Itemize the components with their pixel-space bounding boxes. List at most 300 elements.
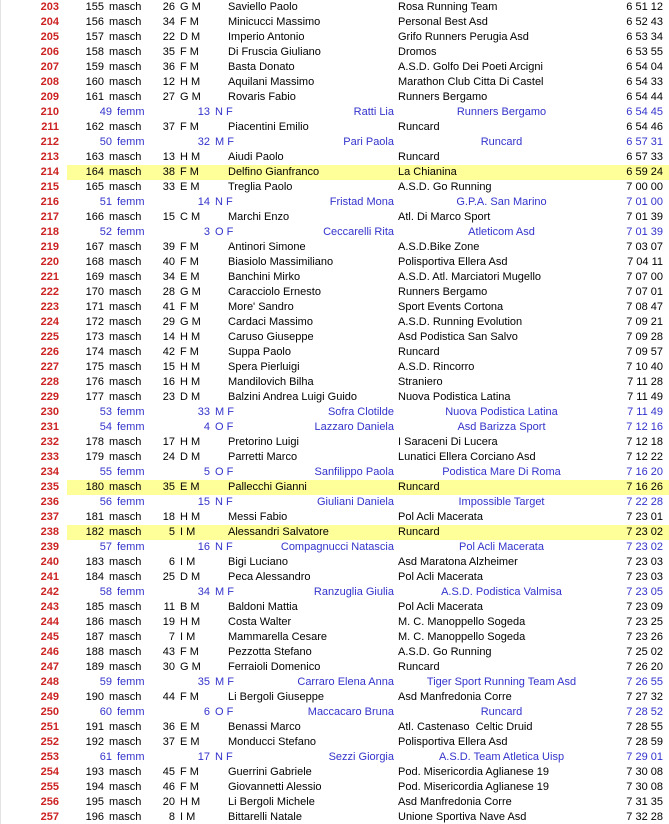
table-row	[1, 45, 669, 60]
category-position: 164	[85, 166, 104, 178]
gender-category-label: femm	[117, 196, 145, 208]
athlete-name: Fristad Mona	[329, 196, 394, 208]
team-name: Pod. Misericordia Aglianese 19	[398, 766, 550, 778]
gender-category-label: masch	[109, 166, 142, 178]
table-row	[1, 135, 669, 150]
overall-position: 224	[40, 316, 59, 328]
athlete-name: Ranzuglia Giulia	[313, 586, 394, 598]
finish-time: 7 28 55	[626, 721, 663, 733]
gender-category-label: masch	[109, 391, 142, 403]
overall-position: 250	[40, 706, 59, 718]
finish-time: 6 53 34	[626, 31, 663, 43]
age-class-position: 5	[203, 466, 210, 478]
age-class-code: F M	[180, 241, 199, 253]
age-class-code: E M	[180, 721, 200, 733]
category-position: 185	[85, 601, 104, 613]
age-class-position: 12	[162, 76, 175, 88]
athlete-name: Di Fruscia Giuliano	[228, 46, 321, 58]
athlete-name: Balzini Andrea Luigi Guido	[228, 391, 358, 403]
category-position: 56	[99, 496, 112, 508]
team-name: Dromos	[398, 46, 437, 58]
table-row	[1, 630, 669, 645]
age-class-code: F M	[180, 691, 199, 703]
overall-position: 243	[40, 601, 59, 613]
age-class-position: 32	[197, 136, 210, 148]
category-position: 196	[85, 811, 104, 823]
team-name: Sport Events Cortona	[398, 301, 504, 313]
age-class-position: 34	[162, 16, 175, 28]
category-position: 188	[85, 646, 104, 658]
gender-category-label: masch	[109, 181, 142, 193]
overall-position: 229	[40, 391, 59, 403]
age-class-position: 15	[162, 361, 175, 373]
category-position: 52	[99, 226, 112, 238]
category-position: 192	[85, 736, 104, 748]
overall-position: 233	[40, 451, 59, 463]
table-row	[1, 330, 669, 345]
team-name: La Chianina	[398, 166, 457, 178]
age-class-position: 40	[162, 256, 175, 268]
gender-category-label: masch	[109, 61, 142, 73]
finish-time: 7 23 03	[626, 556, 663, 568]
finish-time: 7 23 02	[626, 526, 663, 538]
table-row	[1, 510, 669, 525]
team-name: A.S.D. Running Evolution	[398, 316, 523, 328]
gender-category-label: masch	[109, 91, 142, 103]
gender-category-label: masch	[109, 766, 142, 778]
category-position: 165	[85, 181, 104, 193]
table-row	[1, 645, 669, 660]
finish-time: 7 29 01	[626, 751, 663, 763]
athlete-name: Aiudi Paolo	[228, 151, 284, 163]
age-class-position: 29	[162, 316, 175, 328]
gender-category-label: masch	[109, 661, 142, 673]
age-class-code: N F	[215, 106, 233, 118]
age-class-position: 5	[168, 526, 175, 538]
gender-category-label: masch	[109, 511, 142, 523]
overall-position: 205	[40, 31, 59, 43]
team-name: M. C. Manoppello Sogeda	[398, 616, 526, 628]
finish-time: 6 59 24	[626, 166, 663, 178]
age-class-position: 4	[203, 421, 210, 433]
team-name: Nuova Podistica Latina	[445, 406, 558, 418]
athlete-name: Costa Walter	[228, 616, 292, 628]
table-row	[1, 570, 669, 585]
category-position: 176	[85, 376, 104, 388]
overall-position: 254	[40, 766, 59, 778]
overall-position: 203	[40, 1, 59, 13]
team-name: Runners Bergamo	[398, 91, 488, 103]
team-name: Grifo Runners Perugia Asd	[398, 31, 529, 43]
team-name: Tiger Sport Running Team Asd	[426, 676, 577, 688]
table-row	[1, 195, 669, 210]
table-row	[1, 555, 669, 570]
category-position: 190	[85, 691, 104, 703]
athlete-name: Treglia Paolo	[228, 181, 293, 193]
age-class-position: 17	[162, 436, 175, 448]
athlete-name: Caruso Giuseppe	[228, 331, 314, 343]
overall-position: 226	[40, 346, 59, 358]
age-class-code: D M	[180, 571, 201, 583]
category-position: 193	[85, 766, 104, 778]
finish-time: 7 11 49	[627, 406, 663, 418]
finish-time: 7 23 05	[626, 586, 663, 598]
team-name: Podistica Mare Di Roma	[442, 466, 561, 478]
athlete-name: Caracciolo Ernesto	[228, 286, 321, 298]
gender-category-label: masch	[109, 796, 142, 808]
table-row	[1, 285, 669, 300]
overall-position: 211	[41, 121, 59, 133]
table-row	[1, 240, 669, 255]
age-class-position: 45	[162, 766, 175, 778]
table-row	[1, 765, 669, 780]
age-class-position: 34	[162, 271, 175, 283]
category-position: 61	[99, 751, 112, 763]
age-class-code: N F	[215, 751, 233, 763]
gender-category-label: masch	[109, 1, 142, 13]
overall-position: 236	[40, 496, 59, 508]
overall-position: 240	[40, 556, 59, 568]
finish-time: 7 10 40	[626, 361, 663, 373]
age-class-code: G M	[180, 1, 201, 13]
overall-position: 212	[40, 136, 59, 148]
finish-time: 7 01 00	[626, 196, 663, 208]
age-class-code: H M	[180, 616, 201, 628]
results-table	[1, 0, 669, 824]
gender-category-label: masch	[109, 31, 142, 43]
age-class-position: 35	[162, 481, 175, 493]
age-class-code: D M	[180, 451, 201, 463]
finish-time: 7 28 59	[626, 736, 663, 748]
gender-category-label: masch	[109, 436, 142, 448]
finish-time: 7 07 01	[626, 286, 663, 298]
age-class-position: 39	[162, 241, 175, 253]
athlete-name: Giovannetti Alessio	[228, 781, 322, 793]
table-row	[1, 690, 669, 705]
category-position: 175	[85, 361, 104, 373]
gender-category-label: masch	[109, 121, 142, 133]
athlete-name: Saviello Paolo	[228, 1, 298, 13]
athlete-name: Maccacaro Bruna	[307, 706, 394, 718]
overall-position: 252	[40, 736, 59, 748]
table-row	[1, 60, 669, 75]
overall-position: 214	[40, 166, 59, 178]
athlete-name: Spera Pierluigi	[228, 361, 300, 373]
finish-time: 6 54 04	[626, 61, 663, 73]
gender-category-label: masch	[109, 571, 142, 583]
gender-category-label: femm	[117, 226, 145, 238]
table-row	[1, 105, 669, 120]
age-class-code: H M	[180, 331, 201, 343]
table-row	[1, 15, 669, 30]
team-name: A.S.D. Go Running	[398, 181, 492, 193]
gender-category-label: masch	[109, 316, 142, 328]
table-row	[1, 780, 669, 795]
age-class-code: D M	[180, 391, 201, 403]
overall-position: 206	[40, 46, 59, 58]
finish-time: 7 08 47	[626, 301, 663, 313]
age-class-position: 36	[162, 61, 175, 73]
age-class-code: H M	[180, 361, 201, 373]
athlete-name: Alessandri Salvatore	[228, 526, 329, 538]
category-position: 174	[85, 346, 104, 358]
age-class-code: F M	[180, 346, 199, 358]
age-class-code: F M	[180, 121, 199, 133]
category-position: 182	[85, 526, 104, 538]
age-class-code: N F	[215, 496, 233, 508]
overall-position: 246	[40, 646, 59, 658]
age-class-code: H M	[180, 151, 201, 163]
overall-position: 217	[40, 211, 59, 223]
category-position: 161	[85, 91, 104, 103]
team-name: Pol Acli Macerata	[398, 571, 483, 583]
age-class-code: O F	[215, 226, 234, 238]
category-position: 160	[85, 76, 104, 88]
category-position: 158	[85, 46, 104, 58]
overall-position: 253	[40, 751, 59, 763]
finish-time: 6 54 46	[626, 121, 663, 133]
athlete-name: Lazzaro Daniela	[314, 421, 394, 433]
overall-position: 231	[40, 421, 59, 433]
athlete-name: Pezzotta Stefano	[228, 646, 312, 658]
age-class-position: 16	[162, 376, 175, 388]
age-class-code: D M	[180, 31, 201, 43]
team-name: Asd Barizza Sport	[457, 421, 546, 433]
category-position: 183	[85, 556, 104, 568]
age-class-code: O F	[215, 466, 234, 478]
gender-category-label: masch	[109, 811, 142, 823]
table-row	[1, 525, 669, 540]
finish-time: 7 30 08	[626, 781, 663, 793]
athlete-name: Mammarella Cesare	[228, 631, 328, 643]
finish-time: 7 12 16	[626, 421, 663, 433]
age-class-position: 25	[162, 571, 175, 583]
overall-position: 220	[40, 256, 59, 268]
team-name: Runcard	[480, 136, 523, 148]
team-name: Personal Best Asd	[398, 16, 488, 28]
table-row	[1, 165, 669, 180]
category-position: 181	[85, 511, 104, 523]
finish-time: 7 23 02	[626, 541, 663, 553]
athlete-name: Ratti Lia	[353, 106, 394, 118]
team-name: Marathon Club Citta Di Castel	[398, 76, 544, 88]
finish-time: 7 22 28	[626, 496, 663, 508]
overall-position: 223	[40, 301, 59, 313]
age-class-position: 43	[162, 646, 175, 658]
athlete-name: Minicucci Massimo	[228, 16, 321, 28]
age-class-code: I M	[180, 556, 196, 568]
gender-category-label: masch	[109, 286, 142, 298]
gender-category-label: masch	[109, 736, 142, 748]
athlete-name: Piacentini Emilio	[228, 121, 309, 133]
age-class-code: I M	[180, 631, 196, 643]
gender-category-label: masch	[109, 16, 142, 28]
age-class-position: 46	[162, 781, 175, 793]
overall-position: 255	[40, 781, 59, 793]
table-row	[1, 675, 669, 690]
age-class-code: O F	[215, 421, 234, 433]
overall-position: 230	[40, 406, 59, 418]
gender-category-label: masch	[109, 616, 142, 628]
age-class-position: 35	[197, 676, 210, 688]
athlete-name: Parretti Marco	[228, 451, 298, 463]
table-row	[1, 435, 669, 450]
finish-time: 7 28 52	[626, 706, 663, 718]
overall-position: 218	[40, 226, 59, 238]
age-class-position: 7	[168, 631, 175, 643]
team-name: A.S.D. Podistica Valmisa	[441, 586, 562, 598]
table-row	[1, 540, 669, 555]
gender-category-label: masch	[109, 361, 142, 373]
finish-time: 6 52 43	[626, 16, 663, 28]
team-name: Atl. Di Marco Sport	[398, 211, 491, 223]
overall-position: 241	[40, 571, 59, 583]
team-name: Lunatici Ellera Corciano Asd	[398, 451, 536, 463]
team-name: A.S.D. Go Running	[398, 646, 492, 658]
table-row	[1, 465, 669, 480]
age-class-code: I M	[180, 526, 196, 538]
finish-time: 6 53 55	[626, 46, 663, 58]
gender-category-label: femm	[117, 136, 145, 148]
gender-category-label: femm	[117, 751, 145, 763]
category-position: 194	[85, 781, 104, 793]
age-class-position: 27	[162, 91, 175, 103]
overall-position: 232	[40, 436, 59, 448]
team-name: Unione Sportiva Nave Asd	[398, 811, 527, 823]
age-class-position: 26	[162, 1, 175, 13]
finish-time: 7 31 35	[626, 796, 663, 808]
team-name: I Saraceni Di Lucera	[398, 436, 498, 448]
age-class-code: I M	[180, 811, 196, 823]
category-position: 166	[85, 211, 104, 223]
gender-category-label: masch	[109, 346, 142, 358]
athlete-name: Basta Donato	[228, 61, 295, 73]
finish-time: 7 04 11	[627, 256, 663, 268]
category-position: 162	[85, 121, 104, 133]
athlete-name: Delfino Gianfranco	[228, 166, 320, 178]
finish-time: 7 23 26	[626, 631, 663, 643]
athlete-name: Pretorino Luigi	[228, 436, 299, 448]
gender-category-label: masch	[109, 781, 142, 793]
athlete-name: Sofra Clotilde	[327, 406, 394, 418]
age-class-code: G M	[180, 661, 201, 673]
team-name: M. C. Manoppello Sogeda	[398, 631, 526, 643]
overall-position: 257	[40, 811, 59, 823]
category-position: 157	[85, 31, 104, 43]
team-name: Runners Bergamo	[456, 106, 547, 118]
table-row	[1, 375, 669, 390]
age-class-code: M F	[215, 586, 234, 598]
table-row	[1, 255, 669, 270]
team-name: A.S.D. Atl. Marciatori Mugello	[398, 271, 542, 283]
overall-position: 216	[40, 196, 59, 208]
age-class-code: F M	[180, 166, 199, 178]
age-class-position: 6	[203, 706, 210, 718]
team-name: Polisportiva Ellera Asd	[398, 256, 508, 268]
gender-category-label: femm	[117, 586, 145, 598]
age-class-code: E M	[180, 736, 200, 748]
age-class-code: O F	[215, 706, 234, 718]
finish-time: 6 51 12	[626, 1, 663, 13]
category-position: 172	[85, 316, 104, 328]
athlete-name: Giuliani Daniela	[316, 496, 394, 508]
finish-time: 7 23 25	[626, 616, 663, 628]
overall-position: 239	[40, 541, 59, 553]
age-class-code: E M	[180, 181, 200, 193]
team-name: Nuova Podistica Latina	[398, 391, 511, 403]
athlete-name: Pallecchi Gianni	[228, 481, 307, 493]
overall-position: 204	[40, 16, 59, 28]
finish-time: 7 32 28	[626, 811, 663, 823]
athlete-name: Aquilani Massimo	[228, 76, 315, 88]
team-name: G.P.A. San Marino	[456, 196, 547, 208]
team-name: Asd Manfredonia Corre	[398, 691, 512, 703]
team-name: Impossible Target	[458, 496, 545, 508]
table-row	[1, 270, 669, 285]
age-class-code: N F	[215, 541, 233, 553]
table-row	[1, 720, 669, 735]
table-row	[1, 0, 669, 15]
age-class-code: H M	[180, 376, 201, 388]
team-name: Asd Podistica San Salvo	[398, 331, 518, 343]
category-position: 171	[85, 301, 104, 313]
category-position: 177	[85, 391, 104, 403]
team-name: A.S.D. Golfo Dei Poeti Arcigni	[398, 61, 543, 73]
overall-position: 222	[40, 286, 59, 298]
gender-category-label: masch	[109, 331, 142, 343]
age-class-code: E M	[180, 271, 200, 283]
table-row	[1, 795, 669, 810]
gender-category-label: femm	[117, 421, 145, 433]
category-position: 55	[99, 466, 112, 478]
table-row	[1, 30, 669, 45]
athlete-name: Sanfilippo Paola	[314, 466, 394, 478]
age-class-position: 6	[168, 556, 175, 568]
category-position: 195	[85, 796, 104, 808]
overall-position: 245	[40, 631, 59, 643]
table-row	[1, 225, 669, 240]
category-position: 57	[99, 541, 112, 553]
age-class-position: 15	[197, 496, 210, 508]
overall-position: 248	[40, 676, 59, 688]
age-class-code: F M	[180, 61, 199, 73]
finish-time: 7 26 55	[626, 676, 663, 688]
finish-time: 7 07 00	[626, 271, 663, 283]
gender-category-label: masch	[109, 376, 142, 388]
category-position: 159	[85, 61, 104, 73]
overall-position: 244	[40, 616, 59, 628]
age-class-code: H M	[180, 76, 201, 88]
age-class-code: M F	[215, 406, 234, 418]
table-row	[1, 390, 669, 405]
finish-time: 7 03 07	[626, 241, 663, 253]
age-class-position: 33	[162, 181, 175, 193]
age-class-position: 24	[162, 451, 175, 463]
gender-category-label: masch	[109, 691, 142, 703]
overall-position: 221	[40, 271, 59, 283]
category-position: 163	[85, 151, 104, 163]
athlete-name: Imperio Antonio	[228, 31, 305, 43]
category-position: 173	[85, 331, 104, 343]
athlete-name: Messi Fabio	[228, 511, 288, 523]
team-name: Asd Maratona Alzheimer	[398, 556, 518, 568]
athlete-name: Li Bergoli Michele	[228, 796, 315, 808]
overall-position: 228	[40, 376, 59, 388]
team-name: Pod. Misericordia Aglianese 19	[398, 781, 550, 793]
finish-time: 7 12 22	[626, 451, 663, 463]
table-row	[1, 405, 669, 420]
table-row	[1, 705, 669, 720]
